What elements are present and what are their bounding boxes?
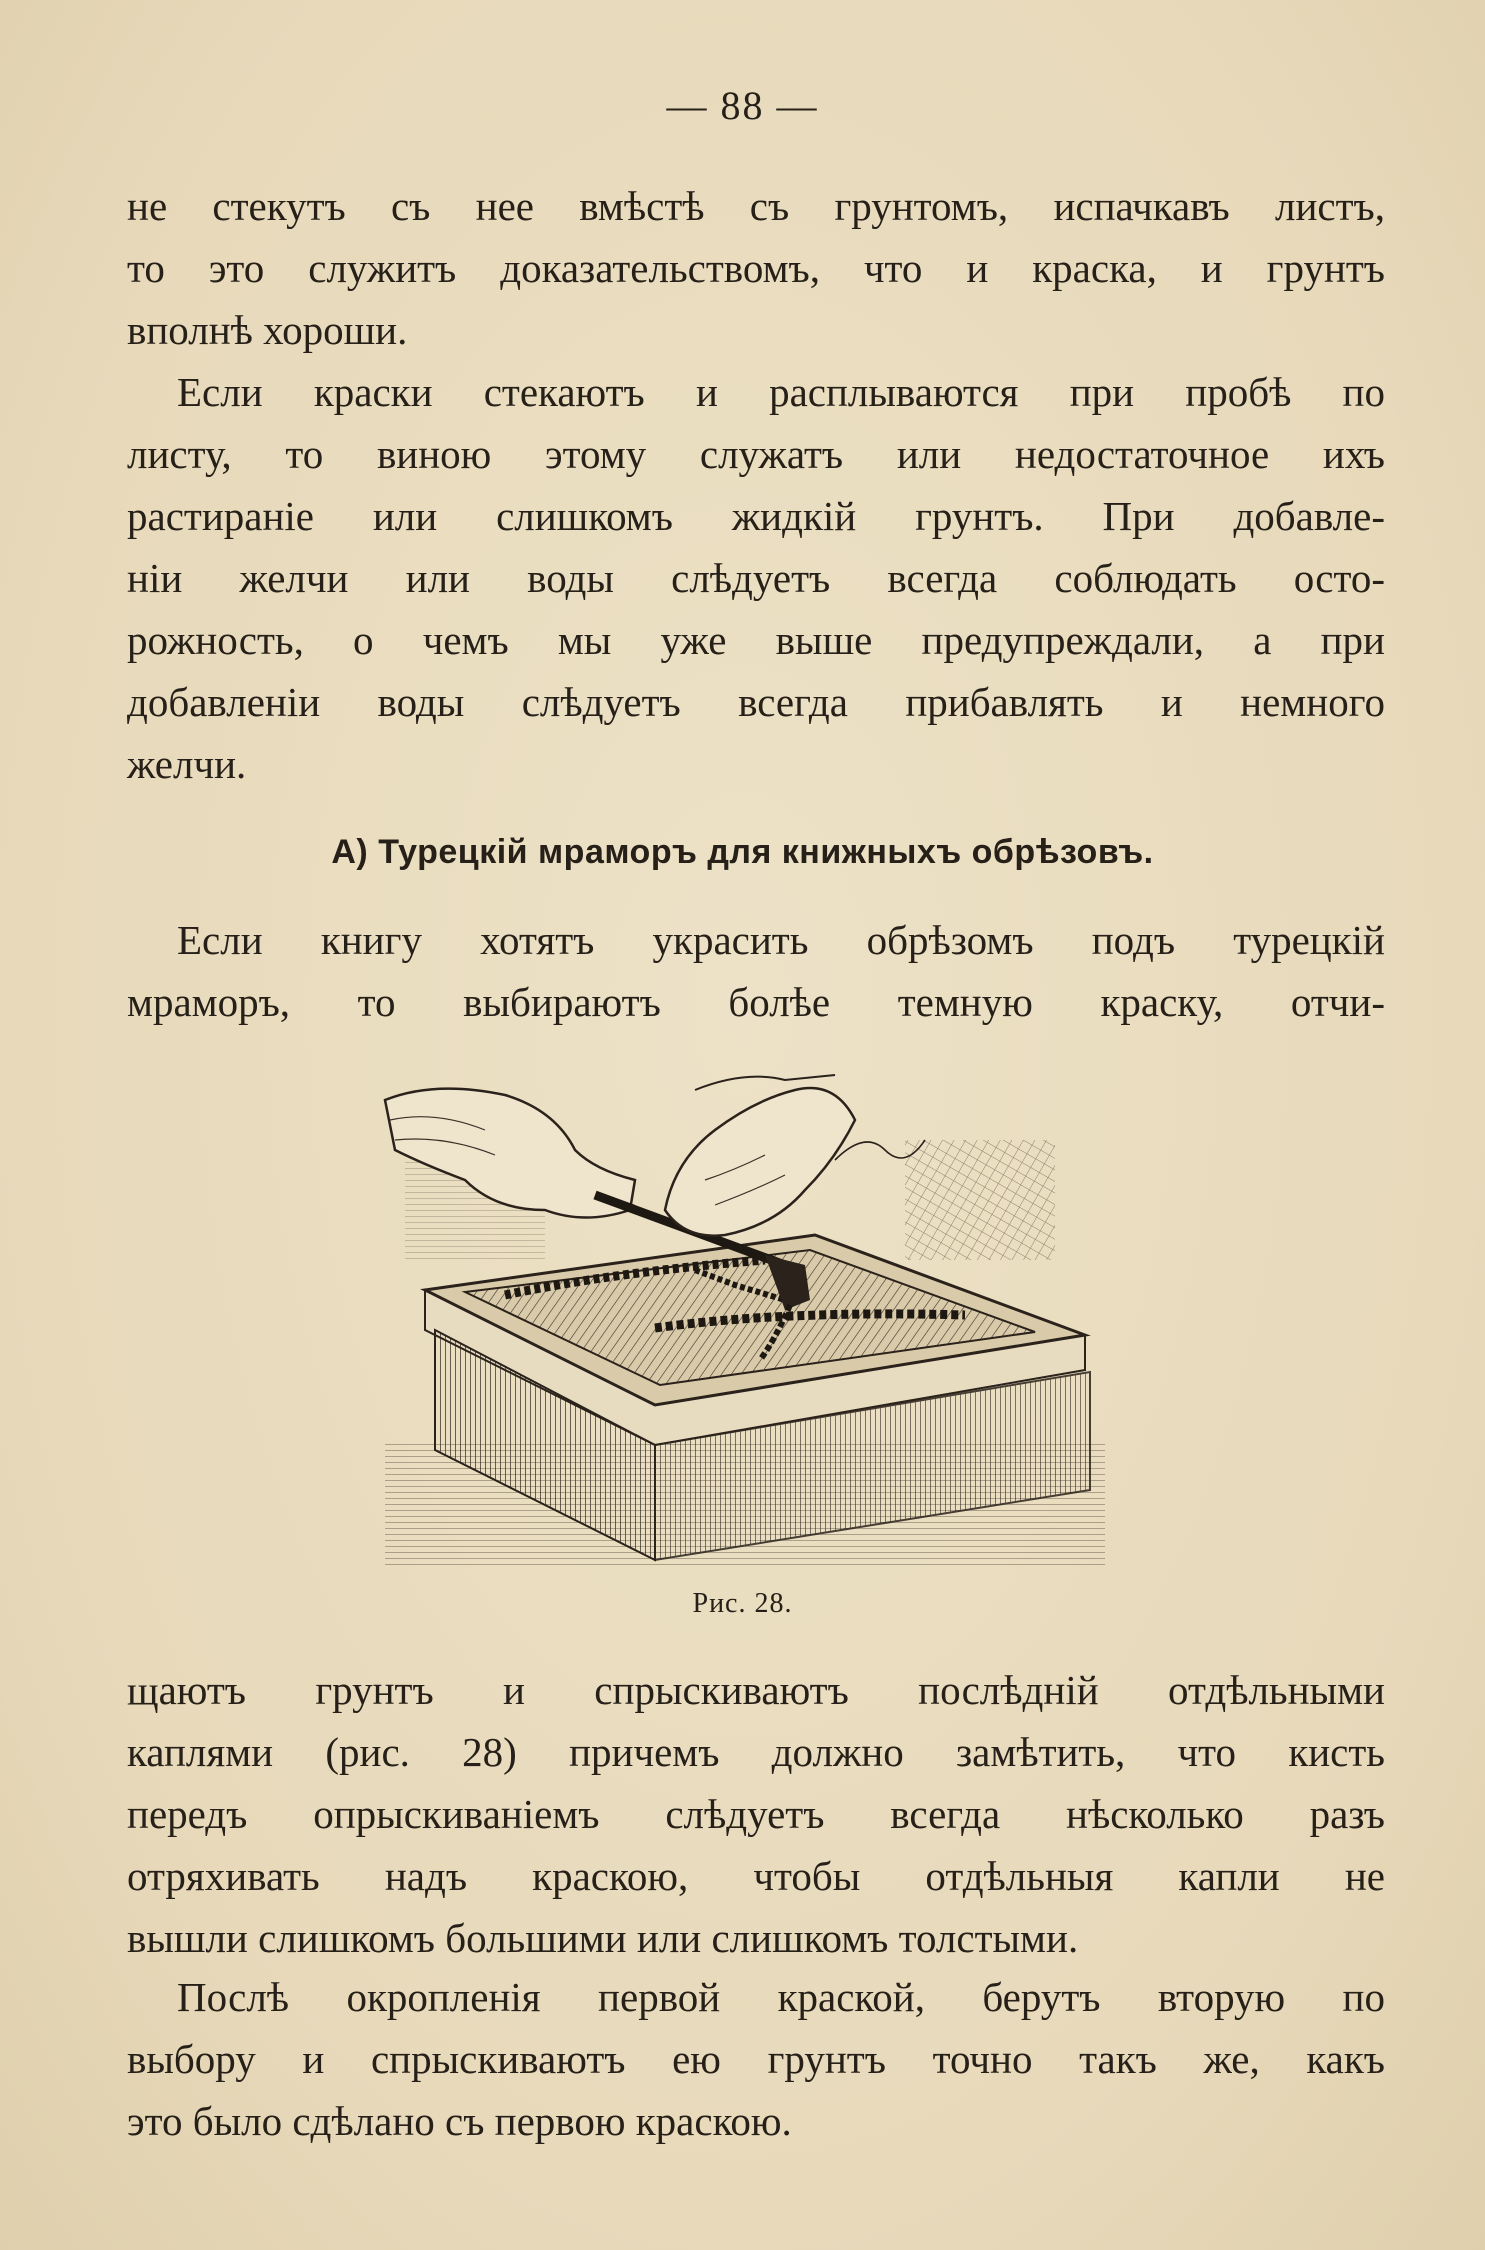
paragraph-3 xyxy=(127,909,1385,1033)
text-line: не стекутъ съ нее вмѣстѣ съ грунтомъ, испачкавъ листъ, xyxy=(127,183,1385,229)
text-line: желчи. xyxy=(127,741,247,787)
text-line: мраморъ, то выбираютъ болѣе темную краску, отчи- xyxy=(127,979,1385,1025)
text-line: вышли слишкомъ большими или слишкомъ толстыми. xyxy=(127,1915,1079,1961)
text-line: каплями (рис. 28) причемъ должно замѣтить, что кисть xyxy=(127,1729,1385,1775)
text-line: Если краски стекаютъ и расплываются при пробѣ по xyxy=(177,369,1385,415)
page-number: — 88 — xyxy=(666,83,819,128)
text-line: листу, то виною этому служатъ или недостаточное ихъ xyxy=(127,431,1385,477)
text-line: щаютъ грунтъ и спрыскиваютъ послѣдній отдѣльными xyxy=(127,1667,1385,1713)
text-line: растираніе или слишкомъ жидкій грунтъ. При добавле- xyxy=(127,493,1385,539)
paragraph-5 xyxy=(127,1966,1385,2152)
paragraph-2 xyxy=(127,361,1385,795)
figure-marbling-illustration xyxy=(365,1060,1125,1580)
engraving-illustration xyxy=(365,1060,1125,1580)
figure-caption: Рис. 28. xyxy=(692,1588,793,1619)
text-line: выбору и спрыскиваютъ ею грунтъ точно такъ же, какъ xyxy=(127,2036,1385,2082)
text-line: это было сдѣлано съ первою краскою. xyxy=(127,2098,792,2144)
text-line: Если книгу хотятъ украсить обрѣзомъ подъ турецкій xyxy=(177,917,1385,963)
text-line: передъ опрыскиваніемъ слѣдуетъ всегда нѣсколько разъ xyxy=(127,1791,1385,1837)
text-line: то это служитъ доказательствомъ, что и краска, и грунтъ xyxy=(127,245,1385,291)
text-line: вполнѣ хороши. xyxy=(127,307,408,353)
section-heading: A) Турецкій мраморъ для книжныхъ обрѣзовъ. xyxy=(331,833,1154,871)
text-line: Послѣ окропленія первой краской, берутъ вторую по xyxy=(177,1974,1385,2020)
paragraph-4 xyxy=(127,1659,1385,1969)
text-line: ніи желчи или воды слѣдуетъ всегда соблюдать осто- xyxy=(127,555,1385,601)
text-line: добавленіи воды слѣдуетъ всегда прибавлять и немного xyxy=(127,679,1385,725)
text-line: отряхивать надъ краскою, чтобы отдѣльныя капли не xyxy=(127,1853,1385,1899)
paragraph-1 xyxy=(127,175,1385,361)
text-line: рожность, о чемъ мы уже выше предупреждали, а при xyxy=(127,617,1385,663)
